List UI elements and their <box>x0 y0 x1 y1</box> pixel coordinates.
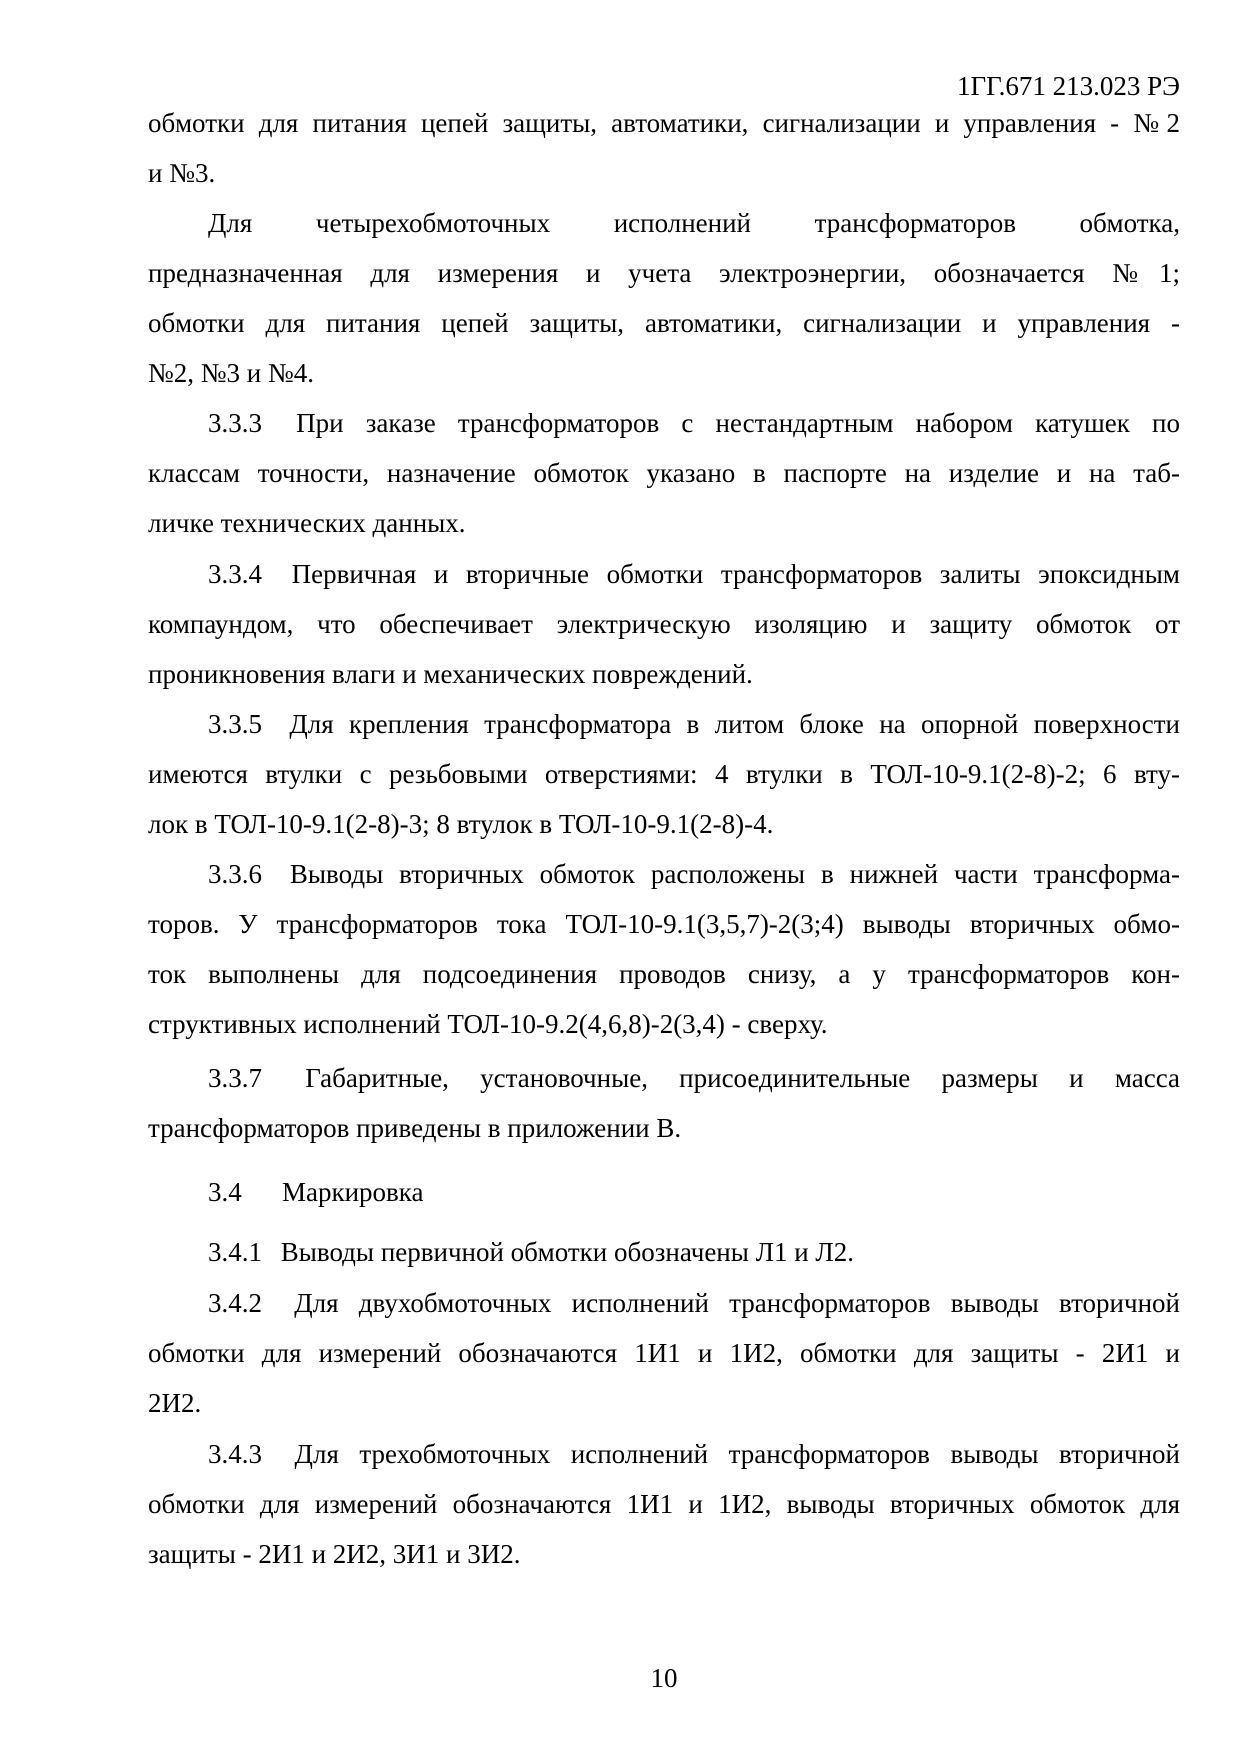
text-line: имеются втулки с резьбовыми отверстиями: 4 втулки в ТОЛ-10-9.1(2-8)-2; 6 вту- <box>148 759 1180 789</box>
clause-text: Первичная и вторичные обмотки трансформаторов залиты эпоксидным <box>291 559 1181 589</box>
text-line <box>208 1286 1180 1320</box>
clause-number: 3.3.6 <box>208 859 262 889</box>
text-line: ток выполнены для подсоединения проводов снизу, а у трансформаторов кон- <box>148 959 1180 989</box>
page-number: 10 <box>650 1663 678 1693</box>
text-line: трансформаторов приведены в приложении В. <box>148 1113 682 1143</box>
document-code: 1ГГ.671 213.023 РЭ <box>956 71 1180 101</box>
text-line: лок в ТОЛ-10-9.1(2-8)-3; 8 втулок в ТОЛ-10-9.1(2-8)-4. <box>148 809 774 839</box>
text-line: №2, №3 и №4. <box>148 358 314 388</box>
text-line: структивных исполнений ТОЛ-10-9.2(4,6,8)-2(3,4) - сверху. <box>148 1009 828 1039</box>
clause-text: Для крепления трансформатора в литом блоке на опорной поверхности <box>289 709 1181 739</box>
clause-text: Габаритные, установочные, присоединительные размеры и масса <box>305 1063 1180 1093</box>
clause-text: При заказе трансформаторов с нестандартным набором катушек по <box>296 408 1180 438</box>
clause-number: 3.4.3 <box>208 1439 262 1469</box>
section-title: Маркировка <box>282 1177 424 1207</box>
text-line: и №3. <box>148 158 216 188</box>
text-line: обмотки для питания цепей защиты, автоматики, сигнализации и управления - №2 <box>148 108 1180 138</box>
text-line: обмотки для питания цепей защиты, автоматики, сигнализации и управления - <box>148 308 1180 338</box>
clause-number: 3.3.7 <box>208 1063 262 1093</box>
clause-text: Выводы вторичных обмоток расположены в нижней части трансформа- <box>289 859 1180 889</box>
text-line: личке технических данных. <box>148 508 466 538</box>
text-line <box>208 406 1180 440</box>
text-line: 2И2. <box>148 1388 202 1418</box>
clause-number: 3.3.5 <box>208 709 262 739</box>
clause-number: 3.3.3 <box>208 408 262 438</box>
clause-number: 3.3.4 <box>208 559 262 589</box>
text-line <box>208 557 1180 591</box>
section-heading <box>208 1175 1180 1209</box>
text-line: предназначенная для измерения и учета электроэнергии, обозначается №1; <box>148 258 1180 288</box>
text-line: обмотки для измерений обозначаются 1И1 и 1И2, обмотки для защиты - 2И1 и <box>148 1338 1180 1368</box>
clause-number: 3.4.1 <box>208 1237 262 1267</box>
text-line: компаундом, что обеспечивает электрическую изоляцию и защиту обмоток от <box>148 609 1180 639</box>
text-line <box>208 1061 1180 1095</box>
text-line <box>208 857 1180 891</box>
text-line: торов. У трансформаторов тока ТОЛ-10-9.1(3,5,7)-2(3;4) выводы вторичных обмо- <box>148 909 1180 939</box>
text-line: классам точности, назначение обмоток указано в паспорте на изделие и на таб- <box>148 458 1180 488</box>
text-line: Для четырехобмоточных исполнений трансформаторов обмотка, <box>208 208 1180 238</box>
text-line <box>208 1235 1180 1269</box>
text-line: обмотки для измерений обозначаются 1И1 и 1И2, выводы вторичных обмоток для <box>148 1489 1180 1519</box>
clause-text: Для двухобмоточных исполнений трансформаторов выводы вторичной <box>294 1288 1180 1318</box>
text-line: проникновения влаги и механических повреждений. <box>148 659 753 689</box>
text-line: защиты - 2И1 и 2И2, 3И1 и 3И2. <box>148 1539 521 1569</box>
text-line <box>208 707 1180 741</box>
text-line <box>208 1437 1180 1471</box>
clause-text: Выводы первичной обмотки обозначены Л1 и Л2. <box>280 1237 854 1267</box>
clause-text: Для трехобмоточных исполнений трансформаторов выводы вторичной <box>294 1439 1181 1469</box>
section-number: 3.4 <box>208 1177 242 1207</box>
clause-number: 3.4.2 <box>208 1288 262 1318</box>
